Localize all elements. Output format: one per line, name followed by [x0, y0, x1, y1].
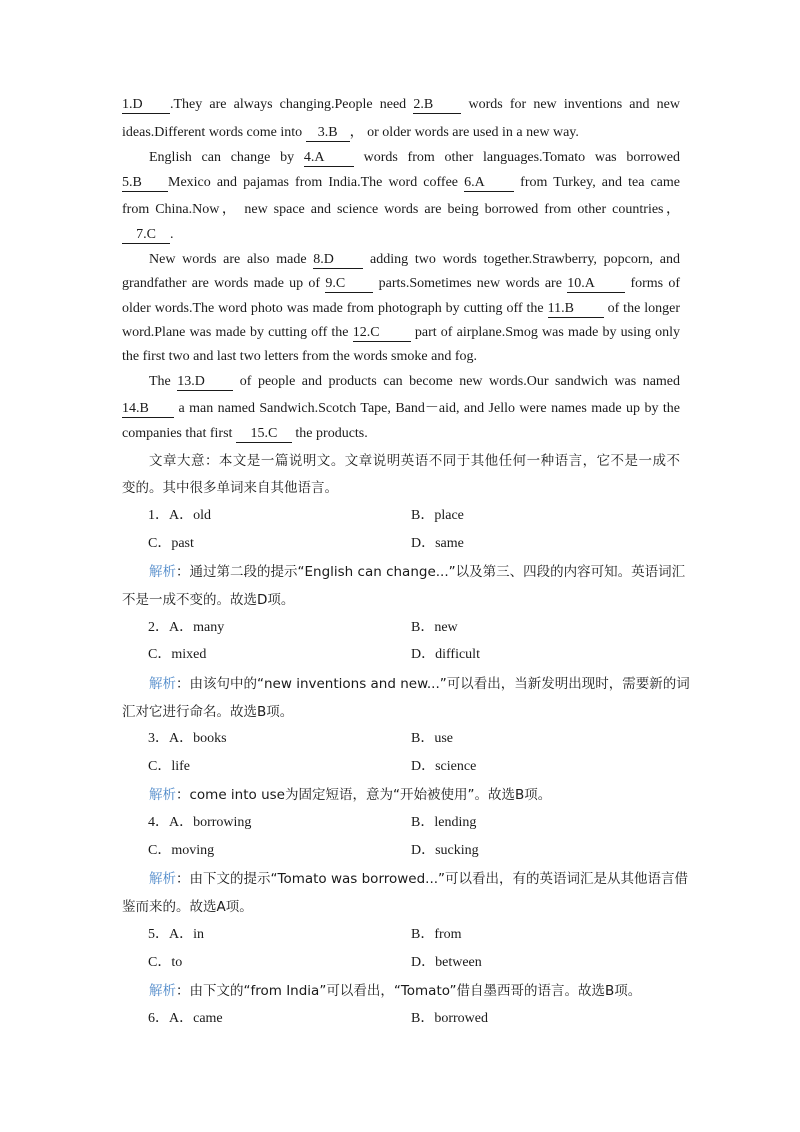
q4-option-a: 4．A．borrowing: [148, 815, 252, 830]
analysis-label: 解析: [149, 564, 176, 580]
blank-15: 15.C: [236, 426, 292, 443]
passage-line: the first two and last two letters from the words smoke and fog.: [122, 349, 477, 364]
blank-10: 10.A: [567, 276, 625, 293]
q2-explanation: 解析：由该句中的“new inventions and new...”可以看出，当新发明出现时，需要新的词: [149, 676, 690, 692]
blank-3: 3.B: [306, 125, 350, 142]
analysis-label: 解析: [149, 871, 176, 887]
blank-2: 2.B: [413, 97, 461, 114]
q1-option-a: 1．A．old: [148, 508, 211, 523]
passage-line: ideas.Different words come into 3.B ， or older words are used in a new way.: [122, 125, 579, 140]
q4-option-c: C．moving: [148, 843, 215, 858]
passage-line: from China.Now， new space and science words are being borrowed from other countries，: [122, 202, 680, 217]
analysis-label: 解析: [149, 983, 176, 999]
passage-line: companies that first 15.C the products.: [122, 426, 368, 441]
blank-5: 5.B: [122, 175, 168, 192]
blank-6: 6.A: [464, 175, 514, 192]
passage-line: 7.C .: [122, 225, 680, 245]
q2-option-a: 2．A．many: [148, 620, 225, 635]
passage-line: New words are also made 8.D adding two words together.Strawberry, popcorn, and: [149, 252, 680, 267]
q2-option-c: C．mixed: [148, 647, 207, 662]
q1-option-c: C．past: [148, 536, 194, 551]
q3-option-c: C．life: [148, 759, 190, 774]
passage-line: 14.B a man named Sandwich.Scotch Tape, Band－aid, and Jello were names made up by the: [122, 401, 680, 416]
q1-option-b: B．place: [411, 508, 464, 523]
q5-explanation: 解析：由下文的“from India”可以看出，“Tomato”借自墨西哥的语言。故选B项。: [149, 983, 642, 999]
passage-line: older words.The word photo was made from photograph by cutting off the 11.B of the longer: [122, 301, 681, 316]
q5-option-a: 5．A．in: [148, 927, 204, 942]
blank-13: 13.D: [177, 374, 233, 391]
summary-line: 变的。其中很多单词来自其他语言。: [122, 480, 338, 496]
q6-option-a: 6．A．came: [148, 1011, 223, 1026]
q4-option-d: D．sucking: [411, 843, 479, 858]
q5-option-d: D．between: [411, 955, 482, 970]
q1-explanation: 解析：通过第二段的提示“English can change...”以及第三、四段的内容可知。英语词汇: [149, 564, 686, 580]
blank-12: 12.C: [353, 325, 411, 342]
q1-option-d: D．same: [411, 536, 464, 551]
summary-line: 文章大意：本文是一篇说明文。文章说明英语不同于其他任何一种语言，它不是一成不: [149, 453, 680, 469]
blank-7: 7.C: [122, 227, 170, 244]
blank-11: 11.B: [548, 301, 604, 318]
blank-1: 1.D: [122, 97, 170, 114]
q2-option-b: B．new: [411, 620, 458, 635]
q3-option-a: 3．A．books: [148, 731, 227, 746]
passage-line: The 13.D of people and products can become new words.Our sandwich was named: [149, 374, 681, 389]
q3-explanation: 解析：come into use为固定短语，意为“开始被使用”。故选B项。: [149, 787, 552, 803]
q4-option-b: B．lending: [411, 815, 477, 830]
q3-option-b: B．use: [411, 731, 453, 746]
blank-14: 14.B: [122, 401, 174, 418]
q2-option-d: D．difficult: [411, 647, 480, 662]
passage-line: grandfather are words made up of 9.C parts.Sometimes new words are 10.A forms of: [122, 276, 681, 291]
q2-explanation-cont: 汇对它进行命名。故选B项。: [122, 704, 294, 720]
blank-4: 4.A: [304, 150, 354, 167]
passage-line: 5.B Mexico and pajamas from India.The word coffee 6.A from Turkey, and tea came: [122, 175, 681, 190]
blank-8: 8.D: [313, 252, 363, 269]
q3-option-d: D．science: [411, 759, 477, 774]
q5-option-b: B．from: [411, 927, 462, 942]
passage-line: 1.D .They are always changing.People need 2.B words for new inventions and new: [122, 97, 680, 112]
passage-line: word.Plane was made by cutting off the 12.C part of airplane.Smog was made by using only: [122, 325, 681, 340]
analysis-label: 解析: [149, 787, 176, 803]
analysis-label: 解析: [149, 676, 176, 692]
q6-option-b: B．borrowed: [411, 1011, 488, 1026]
q1-explanation-cont: 不是一成不变的。故选D项。: [122, 592, 295, 608]
blank-9: 9.C: [325, 276, 373, 293]
q4-explanation-cont: 鉴而来的。故选A项。: [122, 899, 253, 915]
q4-explanation: 解析：由下文的提示“Tomato was borrowed...”可以看出，有的英语词汇是从其他语言借: [149, 871, 689, 887]
q5-option-c: C．to: [148, 955, 183, 970]
passage-line: English can change by 4.A words from other languages.Tomato was borrowed: [149, 150, 680, 165]
